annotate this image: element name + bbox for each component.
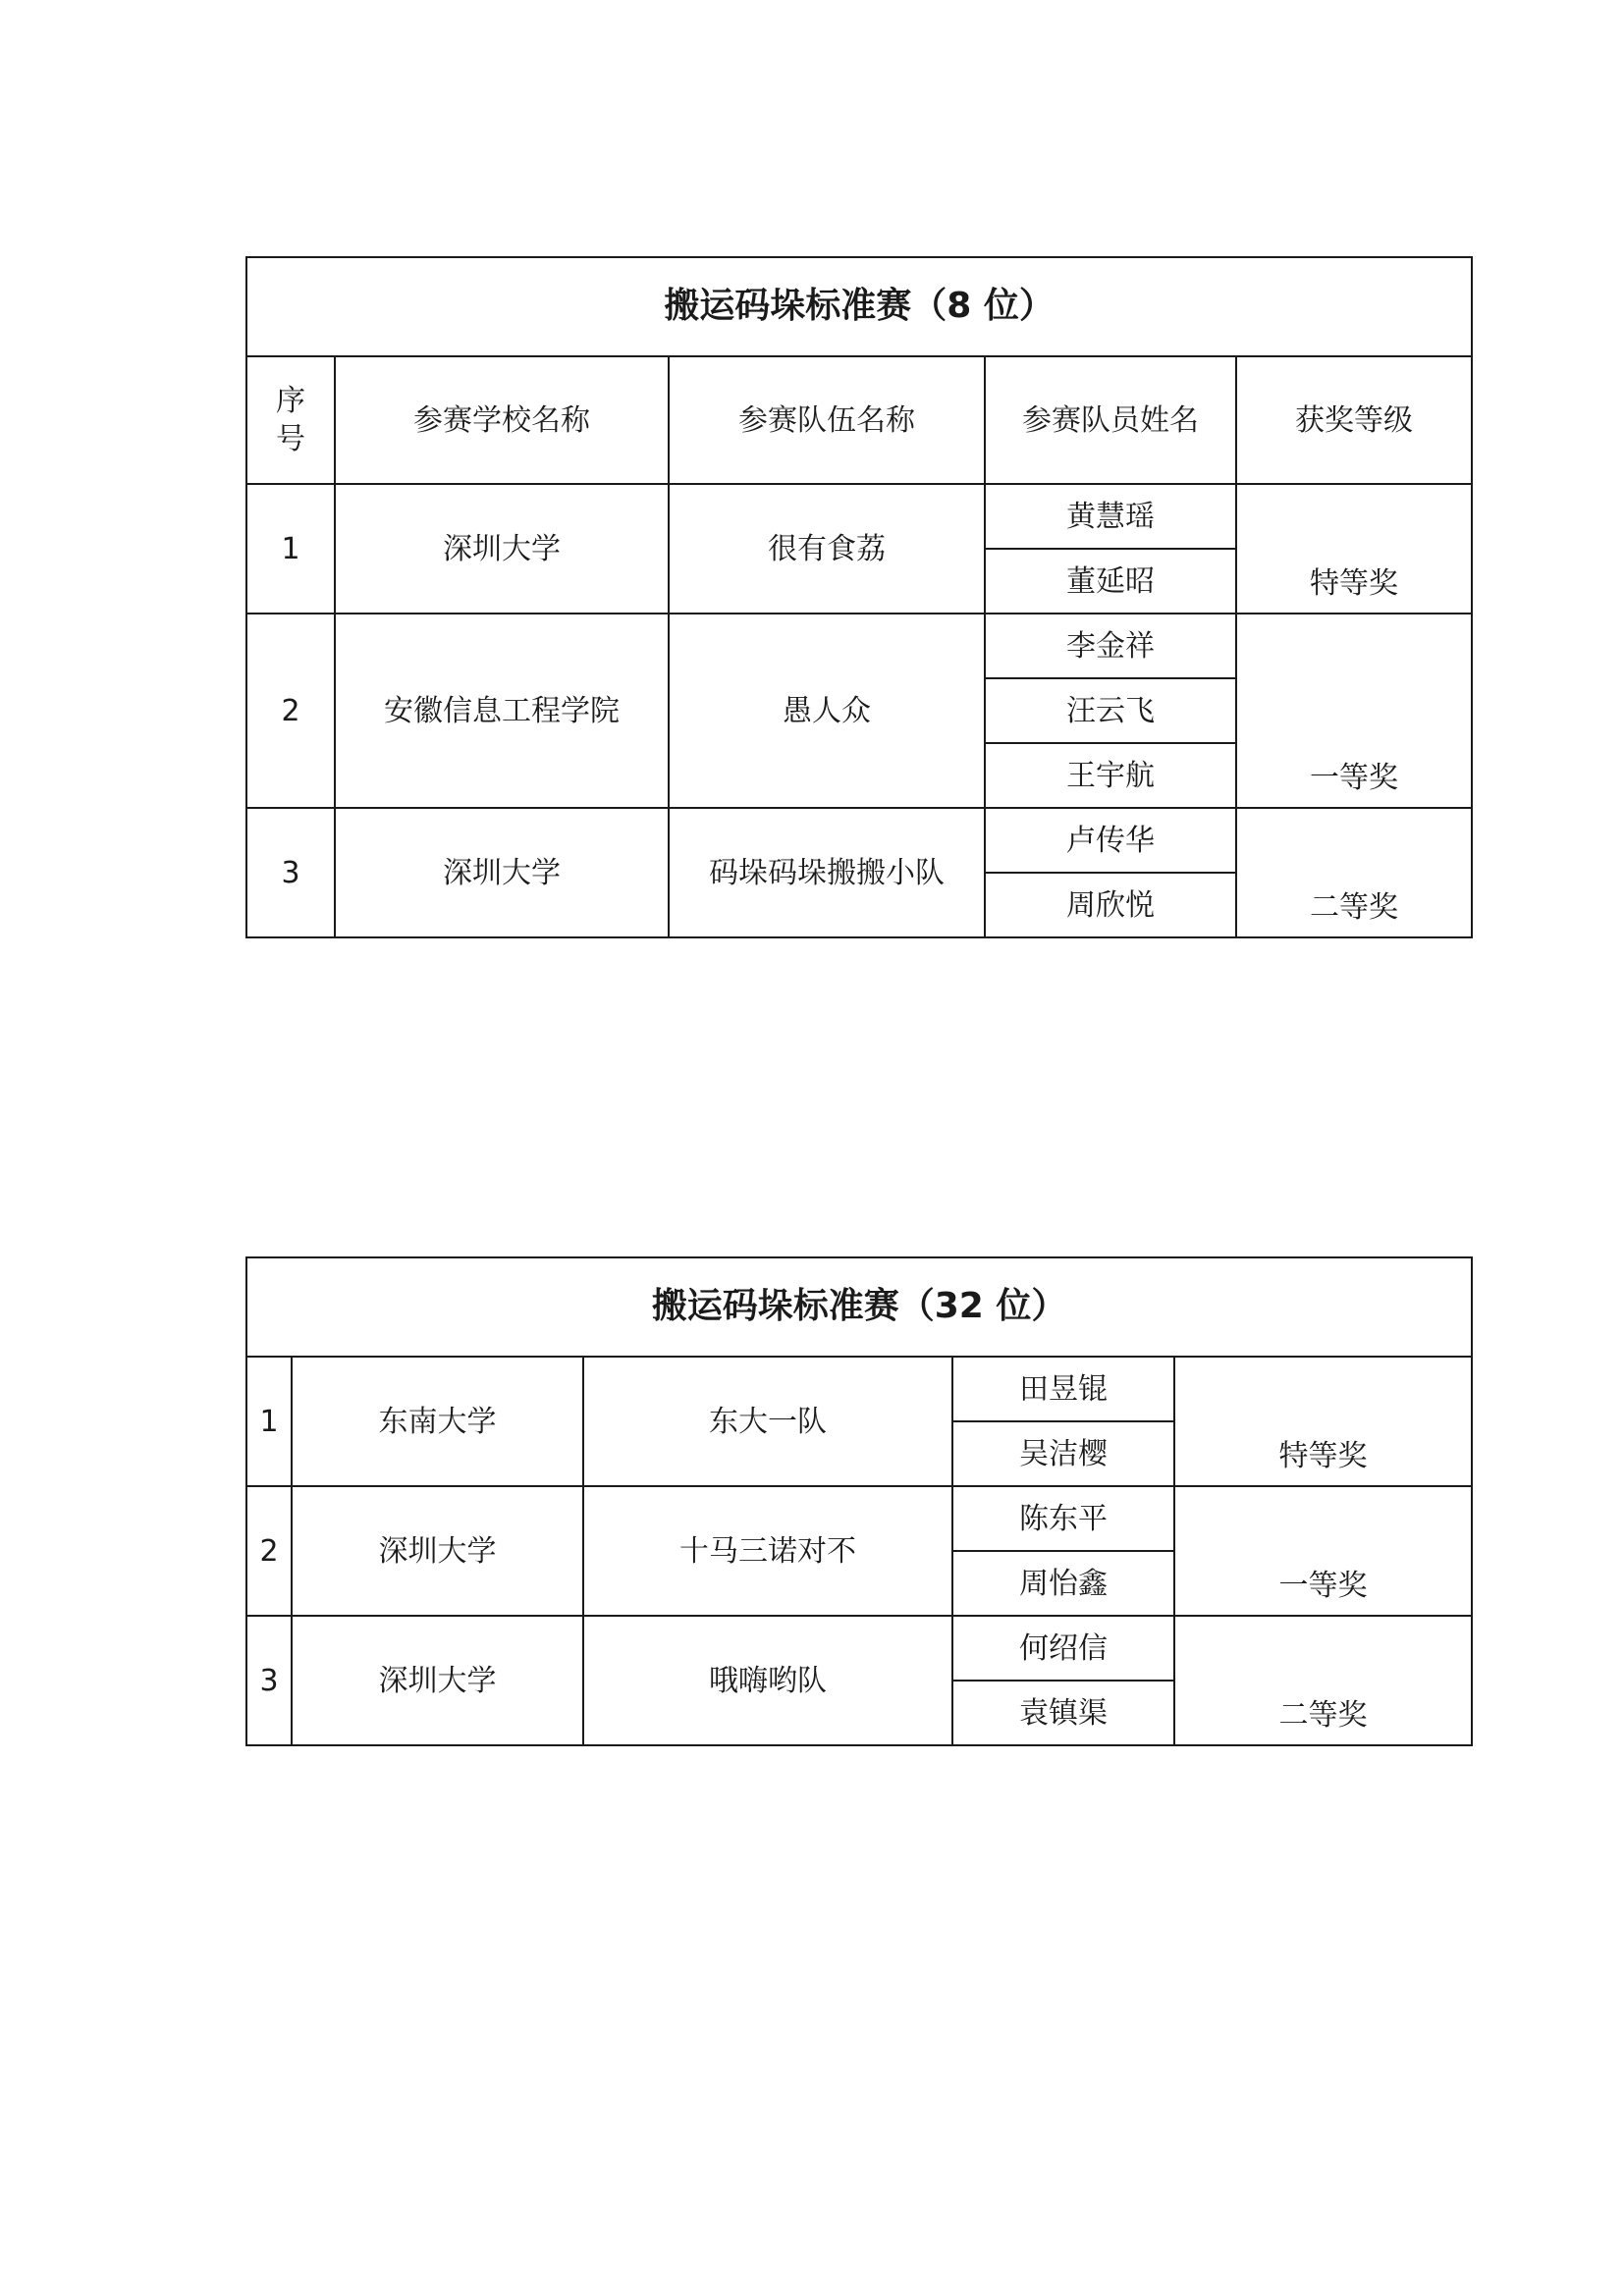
header-seq: 序 号 — [246, 356, 335, 484]
row-seq: 3 — [246, 808, 335, 937]
row-team: 东大一队 — [583, 1357, 952, 1486]
table-row — [246, 1357, 1472, 1421]
row-school: 深圳大学 — [292, 1486, 583, 1616]
row-award: 一等奖 — [1236, 614, 1472, 808]
table-row — [246, 808, 1472, 873]
header-team: 参赛队伍名称 — [669, 356, 985, 484]
table-title: 搬运码垛标准赛（32 位） — [246, 1257, 1472, 1357]
row-team: 码垛码垛搬搬小队 — [669, 808, 985, 937]
row-team: 愚人众 — [669, 614, 985, 808]
table-row — [246, 484, 1472, 549]
row-school: 东南大学 — [292, 1357, 583, 1486]
header-school: 参赛学校名称 — [335, 356, 669, 484]
row-member: 李金祥 — [985, 614, 1236, 678]
row-school: 深圳大学 — [335, 484, 669, 614]
table-title: 搬运码垛标准赛（8 位） — [246, 257, 1472, 356]
row-award: 一等奖 — [1174, 1486, 1472, 1616]
row-member: 田昱锟 — [952, 1357, 1174, 1421]
row-member: 何绍信 — [952, 1616, 1174, 1681]
row-award: 特等奖 — [1236, 484, 1472, 614]
table-row — [246, 1616, 1472, 1681]
row-school: 深圳大学 — [335, 808, 669, 937]
row-member: 陈东平 — [952, 1486, 1174, 1551]
row-team: 很有食荔 — [669, 484, 985, 614]
row-member: 周欣悦 — [985, 873, 1236, 937]
row-award: 特等奖 — [1174, 1357, 1472, 1486]
row-school: 深圳大学 — [292, 1616, 583, 1745]
row-member: 吴洁樱 — [952, 1421, 1174, 1486]
row-member: 王宇航 — [985, 743, 1236, 808]
row-seq: 2 — [246, 614, 335, 808]
row-school: 安徽信息工程学院 — [335, 614, 669, 808]
award-table-32 — [245, 1256, 1473, 1746]
row-seq: 1 — [246, 1357, 292, 1486]
row-member: 黄慧瑶 — [985, 484, 1236, 549]
header-members: 参赛队员姓名 — [985, 356, 1236, 484]
row-member: 袁镇渠 — [952, 1681, 1174, 1745]
table-row — [246, 1486, 1472, 1551]
row-team: 哦嗨哟队 — [583, 1616, 952, 1745]
row-member: 汪云飞 — [985, 678, 1236, 743]
row-team: 十马三诺对不 — [583, 1486, 952, 1616]
header-award: 获奖等级 — [1236, 356, 1472, 484]
row-award: 二等奖 — [1236, 808, 1472, 937]
table-header-row — [246, 356, 1472, 484]
row-member: 卢传华 — [985, 808, 1236, 873]
table-row — [246, 614, 1472, 678]
row-award: 二等奖 — [1174, 1616, 1472, 1745]
row-seq: 2 — [246, 1486, 292, 1616]
row-member: 董延昭 — [985, 549, 1236, 614]
row-member: 周怡鑫 — [952, 1551, 1174, 1616]
row-seq: 1 — [246, 484, 335, 614]
award-table-8 — [245, 256, 1473, 938]
row-seq: 3 — [246, 1616, 292, 1745]
